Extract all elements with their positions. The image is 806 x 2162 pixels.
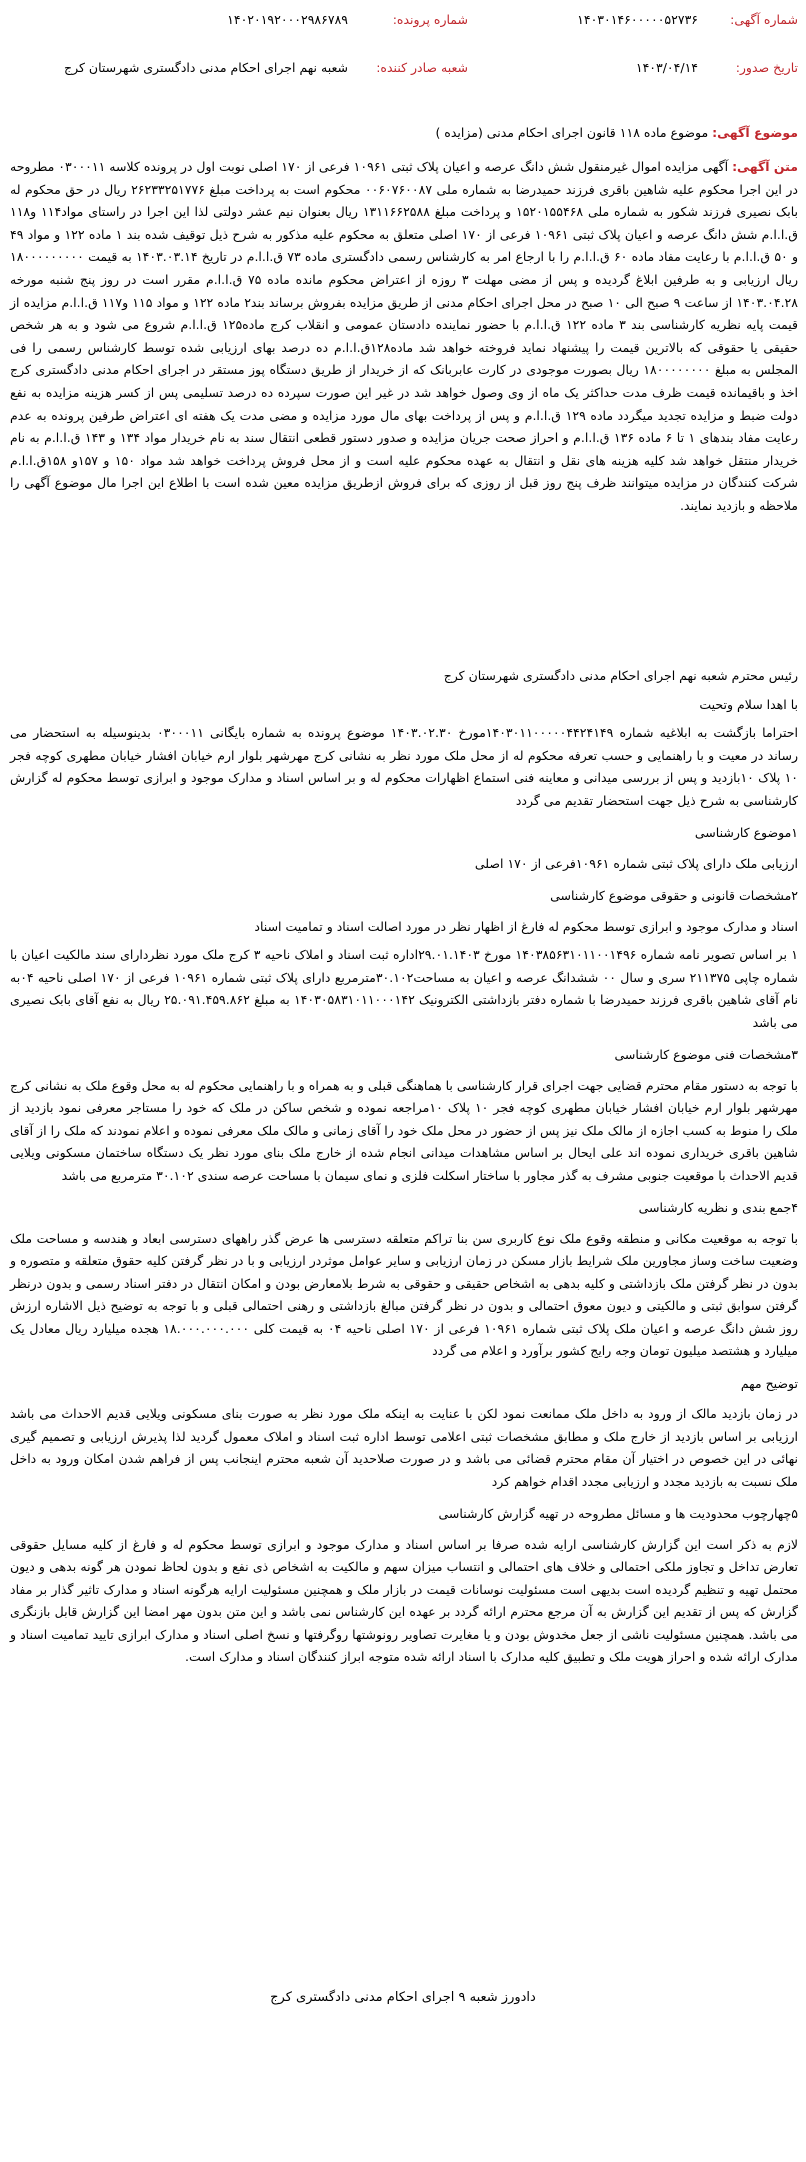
- section-1-text: ارزیابی ملک دارای پلاک ثبتی شماره ۱۰۹۶۱فرعی از ۱۷۰ اصلی: [474, 855, 798, 871]
- meta-row-2: [8, 60, 798, 84]
- section-3-text: با توجه به دستور مقام محترم قضایی جهت اجرای قرار کارشناسی با هماهنگی قبلی و به همراه و با راهنمایی محکوم له به محل وقوع ملک به نشانی کرج مهرشهر بلوار ارم خیابان افشار خیابان مطهری کوچه فجر ۱۰ پلاک ۱۰مراجعه نموده و شخص ساکن در ملک که خود را مستاجر معرفی نمود بازدید از ملک را منوط به کسب اجازه از مالک ملک نیز پس از حضور در محل ملک خود را آقای زمانی و مالک ملک معرفی نموده و اعلام نمودند که ملک را از آقای شاهین باقری خریداری نموده اند علی ایحال بر اساس مشاهدات میدانی انجام شده از خارج ملک بنای مورد نظر یک دستگاه ساختمان مسکونی ویلایی قدیم الاحداث با موقعیت جنوبی مشرف به گذر مجاور با ساختار اسکلت فلزی و نمای سیمان با مساحت عرصه سندی ۳۰.۱۰۲ مترمربع می باشد: [10, 1077, 798, 1183]
- section-1-heading: ۱موضوع کارشناسی: [694, 825, 798, 840]
- report-addressee: رئیس محترم شعبه نهم اجرای احکام مدنی دادگستری شهرستان کرج: [443, 668, 798, 683]
- ad-text-label: متن آگهی:: [732, 159, 798, 174]
- section-5-text: لازم به ذکر است این گزارش کارشناسی ارایه شده صرفا بر اساس اسناد و مدارک موجود و ابرازی توسط محکوم له و فارغ از کلیه مسایل حقوقی تعارض تداخل و تجاوز ملکی احتمالی و خلاف های احتمالی و انتساب میزان سهم و مالکیت به اشخاص ذی نفع و بدون لحاظ نمودن هر گونه بدهی و دیون محتمل تهیه و تنظیم گردیده است بدیهی است مسئولیت نوسانات قیمت در بازار ملک و همچنین مسئولیت ارایه هرگونه اسناد و مدارک تاثیر گذار بر مفاد گزارش که پس از تقدیم این گزارش به آن مرجع محترم ارائه گردد بر عهده این کارشناس نمی باشد و این متن بدون مهر امضا این گزارش قابل بازنگری می باشد. همچنین مسئولیت ناشی از جعل مخدوش بودن و یا مغایرت تصاویر رونوشتها روگرفتها و نسخ اصلی اسناد و مدارک ابرازی تایید تمامیت اسناد و مدارک ارائه شده و احراز هویت ملک و تطبیق کلیه مدارک با اسناد ارائه شده متوجه ابراز کنندگان اسناد و مدارک است.: [10, 1536, 798, 1664]
- important-note-heading: توضیح مهم: [740, 1375, 798, 1391]
- issue-date-label: تاریخ صدور:: [735, 60, 798, 75]
- signature-line: دادورز شعبه ۹ اجرای احکام مدنی دادگستری کرج: [270, 1990, 536, 2005]
- important-note-text: در زمان بازدید مالک از ورود به داخل ملک ممانعت نمود لکن با عنایت به اینکه ملک مورد نظر به صورت بنای مسکونی ویلایی قدیم الاحداث می باشد ارزیابی بر اساس بازدید از خارج ملک و مطابق مشخصات ثبتی اعلامی توسط اداره ثبت اسناد و املاک معمول گردید لذا پذیرش ارزیابی و تصمیم گیری نهائی در این خصوص در اختیار آن مقام محترم قضائی می باشد و در صورت صلاحدید آن شعبه محترم اینجانب پس از فراهم شدن امکان ورود به داخل ملک نسبت به بازدید مجدد و ارزیابی مجدد اقدام خواهم کرد: [10, 1406, 798, 1489]
- ad-text: [10, 156, 798, 518]
- section-2-text-b: ۱ بر اساس تصویر نامه شماره ۱۴۰۳۸۵۶۳۱۰۱۱۰۰۱۴۹۶ مورخ ۲۹.۰۱.۱۴۰۳اداره ثبت اسناد و املاک ناحیه ۳ کرج ملک مورد نظردارای سند مالکیت اعیان با شماره چاپی ۲۱۱۳۷۵ سری و سال ۰۰ ششدانگ عرصه و اعیان به مساحت۳۰.۱۰۲مترمربع دارای پلاک ثبتی شماره ۱۰۹۶۱ فرعی از ۱۷۰ اصلی ناحیه ۰۴به نام آقای شاهین باقری فرزند حمیدرضا با شماره دفتر بازداشتی الکترونیک ۱۴۰۳۰۵۸۳۱۰۱۱۰۰۰۱۴۲ به مبلغ ۲۵.۰۹۱.۴۵۹.۸۶۲ ریال به نفع آقای بابک نصیری می باشد: [10, 947, 799, 1030]
- subject-label: موضوع آگهی:: [712, 125, 798, 140]
- ad-number-label: شماره آگهی:: [730, 12, 798, 27]
- ad-number: ۱۴۰۳۰۱۴۶۰۰۰۰۰۵۲۷۳۶: [577, 12, 698, 27]
- case-number-label: شماره پرونده:: [392, 12, 468, 27]
- section-2-text-a: اسناد و مدارک موجود و ابرازی توسط محکوم له فارغ از اظهار نظر در مورد اصالت اسناد و تمامیت اسناد: [254, 918, 798, 934]
- section-3-heading: ۳مشخصات فنی موضوع کارشناسی: [614, 1047, 798, 1062]
- expert-report: [10, 665, 798, 1675]
- section-4-heading: ۴جمع بندی و نظریه کارشناسی: [638, 1200, 798, 1215]
- report-intro: احتراما بازگشت به ابلاغیه شماره ۱۴۰۳۰۱۱۰۰۰۰۰۴۴۲۴۱۴۹مورخ ۱۴۰۳.۰۲.۳۰ موضوع پرونده به شماره بایگانی ۰۳۰۰۰۱۱ بدینوسیله به استحضار می رساند در معیت و با راهنمایی و حسب تعرفه محکوم له از محل ملک مورد نظر به نشانی کرج مهرشهر بلوار ارم خیابان افشار خیابان مطهری کوچه فجر ۱۰ پلاک ۱۰بازدید و پس از بررسی میدانی و معاینه فنی استماع اظهارات محکوم له و بر اساس اسناد و مدارک موجود و ابرازی توسط محکوم له گزارش کارشناسی به شرح ذیل جهت استحضار تقدیم می گردد: [10, 725, 799, 808]
- issuer: شعبه نهم اجرای احکام مدنی دادگستری شهرستان کرج: [64, 60, 348, 75]
- case-number: ۱۴۰۲۰۱۹۲۰۰۰۲۹۸۶۷۸۹: [227, 12, 348, 27]
- issuer-label: شعبه صادر کننده:: [376, 60, 468, 75]
- subject-line: [8, 125, 798, 140]
- ad-text-paragraph: آگهی مزایده اموال غیرمنقول شش دانگ عرصه و اعیان پلاک ثبتی ۱۰۹۶۱ فرعی از ۱۷۰ اصلی نوبت اول در پرونده کلاسه ۰۳۰۰۰۱۱ مطروحه در این اجرا محکوم علیه شاهین باقری فرزند حمیدرضا به شماره ملی ۰۰۶۰۷۶۰۰۸۷ محکوم است به پرداخت مبلغ ۲۶۲۳۳۲۵۱۷۷۶ ریال در حق محکوم له بابک نصیری فرزند شکور به شماره ملی ۱۵۲۰۱۵۵۴۶۸ و پرداخت مبلغ ۱۳۱۱۶۶۲۵۸۸ ریال بعنوان نیم عشر دولتی لذا این اجرا در راستای مواد۱۱۴ و۱۱۸ ق.ا.ا.م شش دانگ عرصه و اعیان پلاک ثبتی ۱۰۹۶۱ فرعی از ۱۷۰ اصلی متعلق به محکوم علیه مذکور به شرح ذیل توقیف شده بند ۱ ماده ۱۲۲ و مواد ۴۹ و ۵۰ ق.ا.ا.م با رعایت مفاد ماده ۶۰ ق.ا.ا.م را با ارجاع امر به کارشناس رسمی دادگستری ماده ۷۳ ق.ا.ا.م در تاریخ ۱۴۰۳.۰۳.۱۴ به قیمت ۱۸۰۰۰۰۰۰۰۰۰ ریال ارزیابی و به طرفین ابلاغ گردیده و پس از مضی مهلت ۳ روزه از اعتراض محکوم مانده ماده ۷۵ ق.ا.ا.م مقرر است در روز پنج شنبه مورخه ۱۴۰۳.۰۴.۲۸ از ساعت ۹ صبح الی ۱۰ صبح در محل اجرای احکام مدنی از طریق مزایده بفروش برساند بند۲ ماده ۱۲۲ و مواد ۱۱۵ و۱۱۷ ق.ا.ا.م مزایده از قیمت پایه نظریه کارشناسی بند ۳ ماده ۱۲۲ ق.ا.ا.م با حضور نماینده دادستان عمومی و انقلاب کرج ماده۱۲۵ ق.ا.ا.م شروع می شود و به هر شخص حقیقی یا حقوقی که بالاترین قیمت را پیشنهاد نماید فروخته خواهد شد ماده۱۲۸ق.ا.ا.م ده درصد بهای ارزیابی شده توسط کارشناس رسمی را فی المجلس به مبلغ ۱۸۰۰۰۰۰۰۰۰ ریال بصورت موجودی در کارت عابربانک که از خریدار از طریق دستگاه پوز مستقر در اجرای احکام مدنی دادگستری کرج اخذ و باقیمانده قیمت ظرف مدت حداکثر یک ماه از وی وصول خواهد شد در غیر این صورت سپرده ده درصد تسلیمی پس از کسر هزینه مزایده به نفع دولت ضبط و مزایده تجدید میگردد ماده ۱۲۹ ق.ا.ا.م و پس از پرداخت بهای مال مورد مزایده و مضی مدت یک هفته ای اعتراض طرفین پرونده به عدم رعایت مفاد بندهای ۱ تا ۶ ماده ۱۳۶ ق.ا.ا.م و احراز صحت جریان مزایده و صدور دستور قطعی انتقال سند به نام خریدار مواد ۱۳۴ و ۱۴۳ ق.ا.ا.م به نام خریدار منتقل خواهد شد کلیه هزینه های نقل و انتقال به عهده محکوم علیه است و از محل فروش پرداخت خواهد شد مواد ۱۵۰ و ۱۵۷و ۱۵۸ق.ا.ا.م شرکت کنندگان در مزایده میتوانند ظرف پنج روز قبل از روزی که برای فروش ازطریق مزایده معین شده است با اطلاع این اجرا مال موضوع آگهی را ملاحظه و بازدید نمایند.: [10, 159, 799, 513]
- section-5-heading: ۵چهارچوب محدودیت ها و مسائل مطروحه در تهیه گزارش کارشناسی: [438, 1506, 798, 1521]
- section-4-text: با توجه به موقعیت مکانی و منطقه وقوع ملک نوع کاربری سن بنا تراکم متعلقه دسترسی ها عرض گذر راههای دسترسی ابعاد و هندسه و مساحت ملک وضعیت ساخت وساز مجاورین ملک شرایط بازار مسکن در زمان ارزیابی و سایر عوامل موثردر ارزیابی و با در نظر گرفتن کلیه حقوق متعلقه و متصوره و بدون در نظر گرفتن ملک بازداشتی و کلیه بدهی به اشخاص حقیقی و حقوقی به شرط بلامعارض بودن و امکان انتقال در دفتر اسناد رسمی و بدون درنظر گرفتن سوابق ثبتی و مالکیتی و دیون معوق احتمالی و بدون در نظر گرفتن مبالغ بازداشتی و رهنی احتمالی قبلی و با توجه به توضیح ذیل الاشاره ارزش روز شش دانگ عرصه و اعیان ملک پلاک ثبتی شماره ۱۰۹۶۱ فرعی از ۱۷۰ اصلی ناحیه ۰۴ به قیمت کلی ۱۸.۰۰۰.۰۰۰.۰۰۰ هجده میلیارد ریال معادل یک میلیارد و هشتصد میلیون تومان وجه رایج کشور برآورد و اعلام می گردد: [10, 1230, 798, 1358]
- meta-row-1: [8, 12, 798, 36]
- issue-date: ۱۴۰۳/۰۴/۱۴: [635, 60, 698, 75]
- report-greeting: با اهدا سلام وتحیت: [699, 696, 798, 712]
- subject-text: موضوع ماده ۱۱۸ قانون اجرای احکام مدنی (مزایده ): [435, 125, 709, 140]
- section-2-heading: ۲مشخصات قانونی و حقوقی موضوع کارشناسی: [550, 888, 798, 903]
